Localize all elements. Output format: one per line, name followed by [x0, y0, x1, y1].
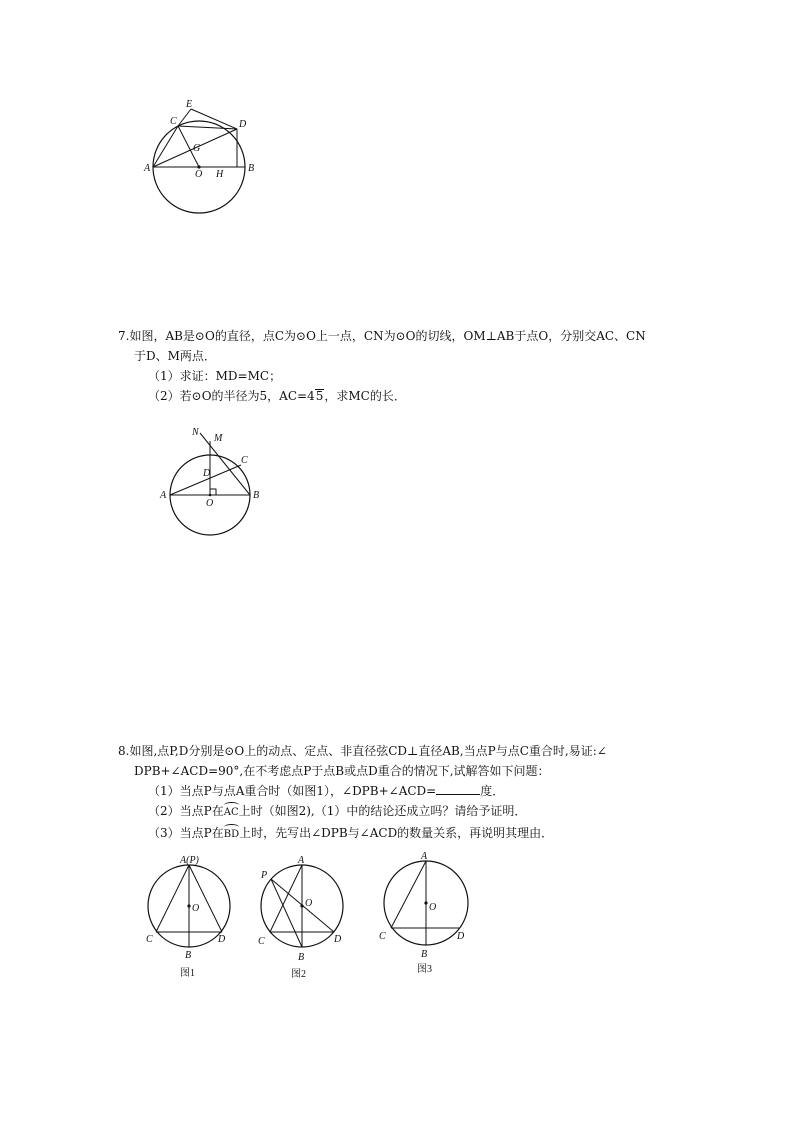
fig8-1-label-D: D — [218, 934, 226, 945]
question-8 — [118, 741, 718, 845]
fig8-2-label-A: A — [298, 855, 305, 866]
fig8-3-label-O: O — [429, 902, 437, 913]
fig6-label-H: H — [216, 169, 224, 180]
fig6-label-O: O — [195, 169, 203, 180]
fig6-label-E: E — [186, 99, 193, 110]
fig6-label-A: A — [144, 163, 151, 174]
fig8-2-label-C: C — [258, 936, 265, 947]
fig8-1-label-C: C — [146, 934, 153, 945]
fig6-label-D: D — [239, 119, 247, 130]
q7-part2 — [118, 386, 718, 406]
q8-answer-blank — [436, 782, 480, 795]
fig6-label-B: B — [248, 163, 255, 174]
fig8-3-label-B: B — [421, 949, 428, 960]
q7-part2-text-a: （2）若⊙O的半径为5，AC=4 — [148, 389, 315, 403]
q7-stem-line1: 7.如图，AB是⊙O的直径，点C为⊙O上一点，CN为⊙O的切线，OM⊥AB于点O，分别交AC、CN — [118, 329, 646, 343]
q8-arc-bd: BD — [224, 825, 239, 845]
question-7 — [118, 326, 718, 406]
q8-stem-line2: DPB+∠ACD=90°,在不考虑点P于点B或点D重合的情况下,试解答如下问题： — [134, 764, 550, 778]
fig6-label-G: G — [193, 143, 201, 154]
q8-part2-text-b: 上时（如图2),（1）中的结论还成立吗？请给予证明． — [238, 804, 527, 818]
q7-stem-line2: 于D、M两点． — [134, 349, 216, 363]
fig7-label-B: B — [253, 490, 260, 501]
fig8-3-caption: 图3 — [417, 964, 432, 975]
figure-q8-2 — [252, 852, 362, 982]
fig8-1-label-A: A(P) — [180, 855, 199, 866]
fig7-label-A: A — [160, 490, 167, 501]
fig8-2-label-D: D — [334, 934, 342, 945]
fig8-1-label-O: O — [192, 903, 200, 914]
q7-part2-text-b: ，求MC的长． — [324, 389, 406, 403]
fig7-label-D: D — [203, 468, 211, 479]
fig8-3-label-D: D — [457, 931, 465, 942]
q8-part1 — [118, 781, 718, 801]
fig8-3-label-C: C — [379, 931, 386, 942]
fig8-2-label-B: B — [298, 952, 305, 963]
fig8-2-label-O: O — [305, 898, 313, 909]
fig7-label-O: O — [206, 498, 214, 509]
q7-part1: （1）求证：MD=MC； — [148, 369, 282, 383]
q8-part1-text-a: （1）当点P与点A重合时（如图1），∠DPB+∠ACD= — [148, 784, 437, 798]
q8-arc-ac: AC — [224, 803, 239, 823]
fig7-label-C: C — [241, 455, 248, 466]
fig8-2-caption: 图2 — [291, 969, 306, 980]
q8-stem-line1: 8.如图,点P,D分别是⊙O上的动点、定点、非直径弦CD⊥直径AB,当点P与点C重合时,易证:∠ — [118, 744, 607, 758]
q8-part3-text-b: 上时，先写出∠DPB与∠ACD的数量关系，再说明其理由． — [239, 826, 554, 840]
fig8-2-label-P: P — [261, 870, 268, 881]
fig8-1-label-B: B — [185, 950, 192, 961]
fig7-label-M: M — [214, 433, 223, 444]
q8-part1-text-b: 度． — [480, 784, 505, 798]
q8-part2-text-a: （2）当点P在 — [148, 804, 224, 818]
q8-part2 — [118, 801, 718, 823]
figure-q6 — [140, 95, 260, 215]
figure-q8-1 — [142, 852, 242, 982]
q8-part3-text-a: （3）当点P在 — [148, 826, 224, 840]
fig7-label-N: N — [192, 427, 199, 438]
fig8-3-label-A: A — [421, 851, 428, 862]
figure-q7 — [155, 425, 275, 540]
fig8-1-caption: 图1 — [180, 968, 195, 979]
q7-sqrt: 5 — [315, 389, 324, 403]
fig6-label-C: C — [170, 116, 177, 127]
q8-part3 — [118, 823, 718, 845]
figure-q8-3 — [373, 848, 473, 978]
